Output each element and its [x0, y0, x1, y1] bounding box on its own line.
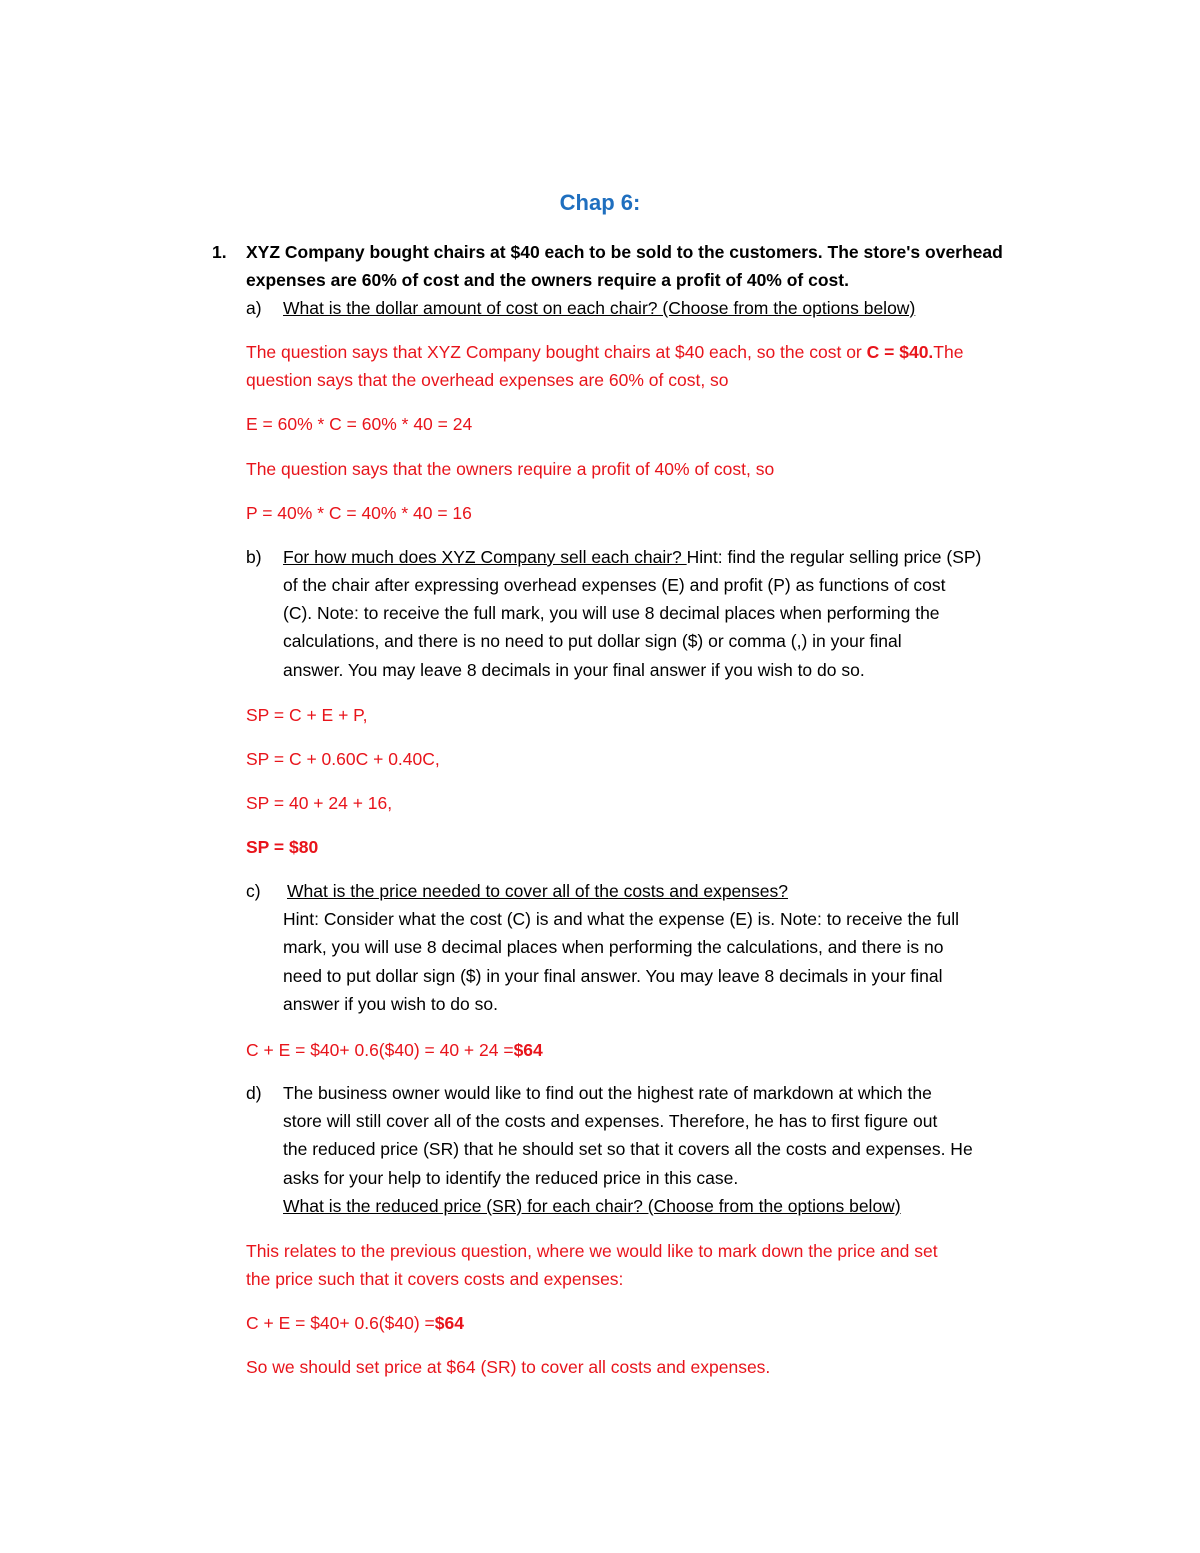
- question-text-line: XYZ Company bought chairs at $40 each to be sold to the customers. The store's overhead: [246, 242, 1003, 262]
- hint-text-line: calculations, and there is no need to put dollar sign ($) or comma (,) in your final: [283, 631, 902, 651]
- part-d-text-line: The business owner would like to find out the highest rate of markdown at which the: [283, 1083, 932, 1103]
- part-c-label: c): [246, 881, 261, 901]
- answer-text-line: So we should set price at $64 (SR) to cover all costs and expenses.: [246, 1357, 771, 1377]
- final-answer: $64: [434, 1313, 464, 1333]
- answer-text-line: the price such that it covers costs and expenses:: [246, 1269, 624, 1289]
- final-answer: SP = $80: [246, 837, 319, 857]
- hint-text-line: mark, you will use 8 decimal places when performing the calculations, and there is no: [283, 937, 944, 957]
- answer-text: The: [933, 342, 964, 362]
- answer-text: The question says that XYZ Company bought chairs at $40 each, so the cost or: [246, 342, 867, 362]
- answer-text-line: This relates to the previous question, where we would like to mark down the price and set: [246, 1241, 938, 1261]
- hint-text-line: Hint: Consider what the cost (C) is and what the expense (E) is. Note: to receive the full: [283, 909, 960, 929]
- hint-text-line: answer. You may leave 8 decimals in your final answer if you wish to do so.: [283, 660, 865, 680]
- part-d-text-line: the reduced price (SR) that he should set so that it covers all the costs and expenses. He: [283, 1139, 973, 1159]
- page-title: Chap 6:: [559, 190, 641, 215]
- equation: [246, 1309, 464, 1337]
- part-b-question: For how much does XYZ Company sell each chair?: [283, 547, 687, 567]
- equation-text: C + E = $40+ 0.6($40) =: [246, 1313, 435, 1333]
- equation: [246, 1036, 543, 1064]
- equation: SP = 40 + 24 + 16,: [246, 793, 393, 813]
- hint-text-line: (C). Note: to receive the full mark, you will use 8 decimal places when performing the: [283, 603, 940, 623]
- answer-highlight: C = $40.: [866, 342, 934, 362]
- answer-text-line: [246, 338, 963, 366]
- part-b-question-line: [283, 543, 981, 571]
- final-answer: $64: [513, 1040, 543, 1060]
- hint-text-line: of the chair after expressing overhead expenses (E) and profit (P) as functions of cost: [283, 575, 946, 595]
- equation: P = 40% * C = 40% * 40 = 16: [246, 503, 472, 523]
- part-a-question: What is the dollar amount of cost on each chair? (Choose from the options below): [283, 298, 916, 318]
- question-number: 1.: [212, 242, 227, 262]
- equation: SP = C + E + P,: [246, 705, 368, 725]
- equation-text: C + E = $40+ 0.6($40) = 40 + 24 =: [246, 1040, 514, 1060]
- part-a-label: a): [246, 298, 262, 318]
- part-d-text-line: asks for your help to identify the reduced price in this case.: [283, 1168, 739, 1188]
- equation: SP = C + 0.60C + 0.40C,: [246, 749, 440, 769]
- question-text-line: expenses are 60% of cost and the owners require a profit of 40% of cost.: [246, 270, 849, 290]
- part-d-question: What is the reduced price (SR) for each chair? (Choose from the options below): [283, 1196, 901, 1216]
- part-b-label: b): [246, 547, 262, 567]
- part-d-text-line: store will still cover all of the costs and expenses. Therefore, he has to first figure out: [283, 1111, 938, 1131]
- hint-text-line: answer if you wish to do so.: [283, 994, 498, 1014]
- hint-text-line: need to put dollar sign ($) in your final answer. You may leave 8 decimals in your final: [283, 966, 943, 986]
- part-c-question: What is the price needed to cover all of the costs and expenses?: [287, 881, 788, 901]
- answer-text-line: The question says that the owners require a profit of 40% of cost, so: [246, 459, 775, 479]
- part-d-label: d): [246, 1083, 262, 1103]
- answer-text-line: question says that the overhead expenses are 60% of cost, so: [246, 370, 729, 390]
- hint-text: Hint: find the regular selling price (SP): [686, 547, 982, 567]
- equation: E = 60% * C = 60% * 40 = 24: [246, 414, 473, 434]
